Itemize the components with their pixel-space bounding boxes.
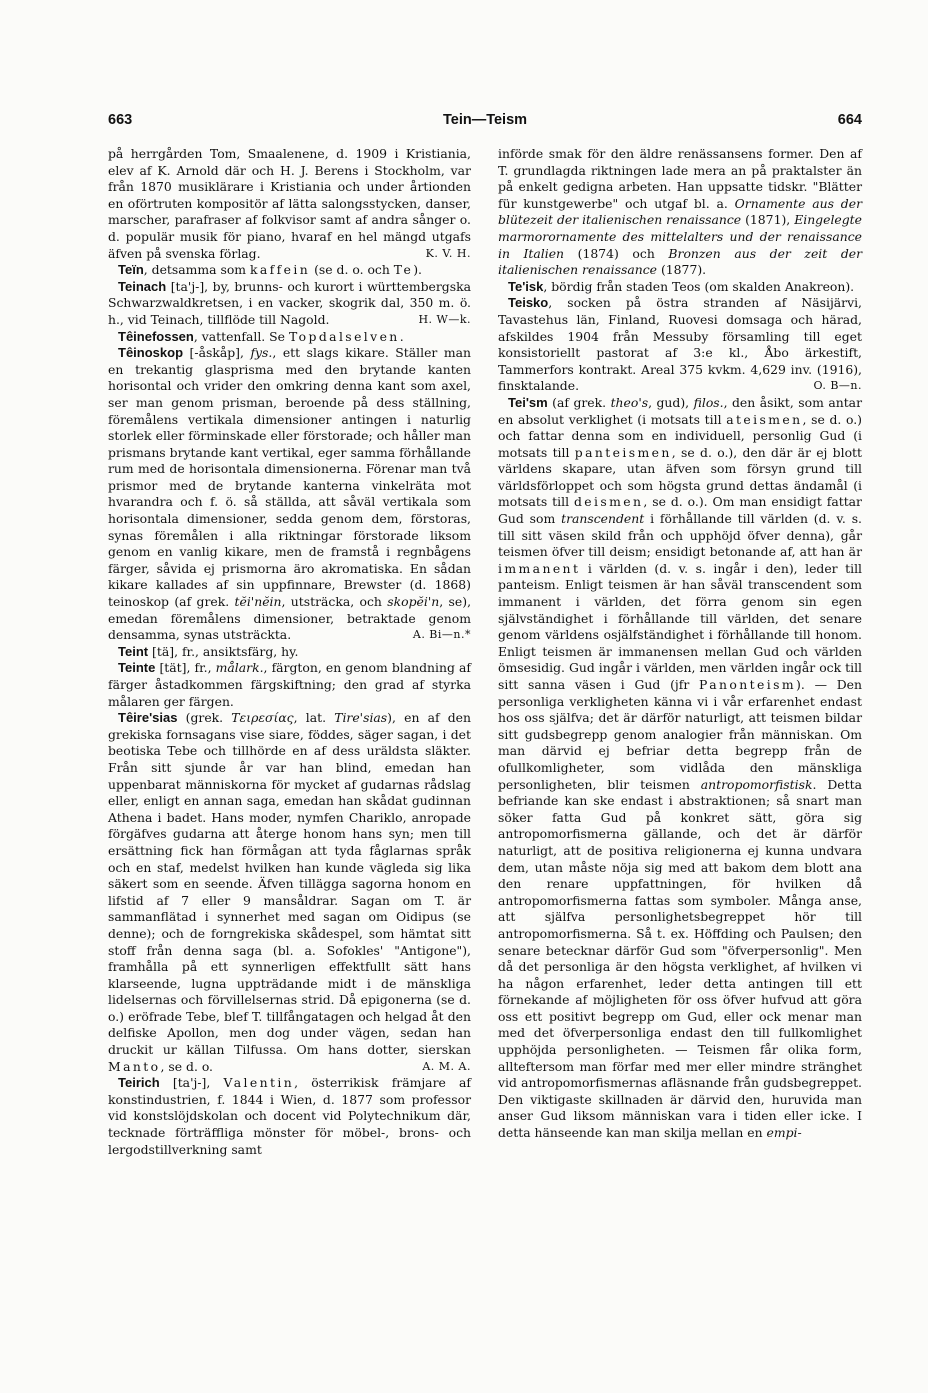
emphasis-term: immanent [498, 560, 581, 576]
entry-teinte [108, 660, 471, 710]
entry-text: , se), emedan föremålens dimensioner, betraktade genom densamma, synas utsträckta. [108, 594, 472, 643]
entry-text: , vattenfall. Se [193, 328, 289, 344]
subject-label: filos. [693, 394, 724, 410]
entry-text: ), en af den grekiska fornsagans vise siare, föddes, säger sagan, i det beotiska Tebe och tillhörde en af dess uräldsta släkter. Från sitt sjunde år var han blind, emedan han uppenbarat människorna för mycket af gudarnas rådslag eller, enligt en annan saga, emedan han skådat gudinnan Athena i badet. Hans moder, nymfen Chariklo, anropade förgäfves gudarna att återge honom hans syn; men till ersättning fick han förmågan att tyda fåglarnas språk och en staf, medelst hvilken han kunde vägleda sig lika säkert som en seende. Äfven tillägga sagorna honom en lifstid af 7 eller 9 mansåldrar. Sagan om T. är sammanflätad i synnerhet med sagan om Oidipus (se denne); och de forngrekiska skådespel, som hämtat sitt stoff från denna saga (bl. a. Sofokles' "Antigone"), framhålla på ett synnerligen effektfullt sätt hans klarseende, lugna uppträdande midt i de mänskliga lidelsernas och förvillelsernas strid. Då epigonerna (se d. o.) eröfrade Tebe, blef T. tillfångatagen och helgad åt den delfiske Apollon, men dog under vägen, sedan han druckit ur källan Tilfussa. Om hans dotter, sierskan [108, 710, 471, 1058]
entry-text: (1877). [657, 262, 707, 278]
entry-text: i världen (d. v. s. ingår i den), leder till panteism. Enligt teismen är han såväl transcendent som immanent i världen, det förra genom sin egen självständighet i förhållande till världen, det senare genom världens osjälfständighet i förhållande till honom. Enligt teismen är immanensen mellan Gud och världen ömsesidig. Gud ingår i världen, men världen ingår ock till sitt sanna väsen i Gud (jfr [498, 560, 862, 692]
entry-text: ). [413, 262, 422, 278]
page-number-right: 664 [837, 112, 862, 128]
entry-text: , detsamma som [143, 262, 250, 278]
emphasis-term: antropomorfistisk [700, 776, 813, 792]
work-title: Ornamente aus der blütezeit der italienischen renaissance [498, 195, 862, 228]
entry-teiresias [108, 710, 471, 1075]
entry-text: i förhållande till världen (d. v. s. till sitt väsen skild från och upphöjd öfver denna), går teismen öfver till deism; ensidigt betonande af, att han är [498, 511, 862, 560]
author-signature: O. B—n. [813, 379, 862, 393]
cross-reference: ateismen [726, 411, 803, 427]
entry-teirich-continued [498, 146, 862, 279]
entry-text: (1871), [741, 212, 795, 228]
entry-teinach [108, 279, 471, 329]
page-header [108, 112, 862, 132]
entry-text: , ett slags kikare. Ställer man en trekantig glasprisma med den brytande kanten horisontal och vrider den omkring denna kant som axel, ser man genom prisman, beroende på dess ställning, föremålens vertikala dimensioner antingen i naturlig storlek eller förminskade eller förstorade; och håller man prismans brytande kant vertikal, eger samma förhållande rum med de horisontala dimensionerna. Förenar man två prismor med de brytande kanterna vinkelräta mot hvarandra och f. ö. så ställda, att såväl vertikala som horisontala dimensioner, sedda genom dem, förstoras, synas föremålen i alla riktningar förstorade liksom genom en vanlig kikare, men de framstå i regnbågens färger, såvida ej prismorna äro akromatiska. En sådan kikare kallades af sin uppfinnare, Brewster (d. 1868) teinoskop (af grek. [108, 345, 471, 610]
cross-reference: deismen [573, 494, 644, 510]
headword: Teinach [118, 278, 167, 294]
entry-teirich [108, 1075, 471, 1158]
entry-text: (1874) och [564, 245, 669, 261]
entry-text: , färgton, en genom blandning af färger åstadkommen färgskiftning; den grad af styrka målaren ger färgen. [108, 660, 471, 709]
entry-text: införde smak för den äldre renässansens former. Den af T. grundlagda riktningen lade mera an på praktalster än på enkelt gedigna arbeten. Han uppsatte tidskr. "Blätter für kunstgewerbe" och utgaf bl. a. [498, 146, 862, 211]
greek-term: theo's [610, 394, 649, 410]
greek-term: tĕi'nĕin [234, 594, 282, 610]
left-column [108, 146, 471, 1158]
entry-teint [108, 644, 471, 661]
entry-text: , lat. [293, 710, 335, 726]
latin-term: Tire'sias [334, 710, 388, 726]
headword: Tei'sm [508, 394, 548, 410]
entry-text: , utsträcka, och [281, 594, 388, 610]
headword: Teint [118, 643, 149, 659]
entry-text: , gud), [648, 394, 694, 410]
subject-label: fys. [250, 345, 273, 361]
entry-text: (se d. o. och [310, 262, 394, 278]
entry-text: , österrikisk främjare af konstindustrien, f. 1844 i Wien, d. 1877 som professor vid konstslöjdskolan och docent vid Polytechnikum där, tecknade förträffliga mönster för möbel-, brons- och lergodstillverkning samt [108, 1075, 471, 1157]
entry-teisko [498, 295, 862, 395]
entry-teisk [498, 279, 862, 296]
entry-text: (af grek. [547, 394, 611, 410]
cross-reference: Panonteism [699, 677, 797, 692]
entry-text: . Detta befriande kan ske endast i abstraktionen; så snart man söker fatta Gud på konkret sätt, göra sig antropomorfismerna gällande, och det är därför naturligt, att de positiva religionerna ej kunna undvara dem, utan måste nöja sig med att bakom dem blott ana den renare uppfattningen, för hvilken då antropomorfismerna fattas som symboler. Många anse, att själfva personlighetsbegreppet hör till antropomorfismerna. Så t. ex. Höffding och Paulsen; den senare betecknar därför Gud som "öfverpersonlig". Men då det personliga är den högsta verklighet, af hvilken vi ha någon erfarenhet, leder detta antingen till ett förnekande af möjligheten för oss öfver hufvud att göra oss ett positivt begrepp om Gud, eller ock menar man med det öfverpersonliga endast den till fullkomlighet upphöjda personligheten. — Teismen får olika form, allteftersom man förfar med mer eller mindre stränghet vid antropomorfismernas afläsnande från gudsbegreppet. Den viktigaste skillnaden är därvid den, huruvida man anser Gud liksom människan vara i tiden eller icke. I detta hänseende kan man skilja mellan en [498, 776, 862, 1141]
cross-reference: Te [393, 262, 414, 278]
entry-text: på herrgården Tom, Smaalenene, d. 1909 i Kristiania, elev af K. Arnold där och H. J. Berens i Stockholm, var från 1870 musiklärare i Kristiania och under årtionden en oförtruten kompositör af lätta salongsstycken, danser, marscher, parafraser af folkvisor samt af andra sånger o. d. populär musik för piano, hvaraf en hel mängd utgafs äfven på svenska förlag. [108, 146, 471, 261]
headword: Te'isk [508, 278, 544, 294]
entry-text: [tä], fr., ansiktsfärg, hy. [148, 643, 299, 659]
entry-text: , se d. o. [160, 1058, 213, 1074]
subject-label: målark. [215, 660, 264, 676]
entry-tein-continued [108, 146, 471, 262]
entry-text: , se d. o.). Om man ensidigt fattar Gud som [498, 494, 862, 527]
headword: Têinoskop [118, 345, 184, 361]
entry-text: [tät], fr., [155, 660, 216, 676]
entry-text: ). — Den personliga verkligheten känna vi i vår erfarenhet endast hos oss själfva; det är därför naturligt, att teismen bildar sitt gudsbegrepp genom analogier från människan. Om man därvid ej befriar detta begrepp från de ofullkomligheter, som vidlåda den mänskliga personligheten, blir teismen [498, 677, 862, 792]
entry-text: [-åskåp], [183, 345, 251, 361]
cross-reference: Topdalselven [288, 328, 400, 344]
work-title: Bronzen aus der zeit der italienischen renaissance [498, 245, 863, 278]
entry-text: [ta'j-], [159, 1075, 224, 1091]
cross-reference: Manto [108, 1058, 161, 1074]
entry-text: , se d. o.), den där är ej blott världens skapare, utan äfven som försyn grund till världsförloppet och som högsta grund dettas ändamål (i motsats till [498, 444, 862, 510]
greek-term: Τειρεσίας [231, 710, 294, 726]
headword: Têinefossen [118, 328, 194, 344]
entry-teinoskop [108, 345, 471, 644]
work-title: Eingelegte marmorornamente des mittelalters und der renaissance in Italien [498, 212, 862, 261]
entry-text: . [399, 328, 404, 344]
author-signature: A. M. A. [422, 1059, 471, 1073]
headword: Teinte [118, 660, 156, 676]
running-title: Tein—Teism [442, 112, 528, 128]
page-number-left: 663 [108, 112, 133, 128]
entry-text: [ta'j-], by, brunns- och kurort i württembergska Schwarzwaldkretsen, i en vacker, skogrik dal, 350 m. ö. h., vid Teinach, tillflöde till Nagold. [108, 278, 471, 327]
entry-text: , se d. o.) och fattar denna som en individuell, personlig Gud (i motsats till [498, 411, 862, 460]
entry-teinefossen [108, 329, 471, 346]
right-column [498, 146, 862, 1142]
entry-teism [498, 395, 862, 1142]
author-signature: A. Bi—n.* [412, 628, 471, 642]
headword: Têire'sias [118, 710, 178, 726]
author-signature: H. W—k. [418, 312, 471, 326]
cross-reference: kaffein [249, 262, 311, 278]
emphasis-term: transcendent [561, 511, 645, 527]
person-name: Valentin [223, 1075, 295, 1091]
cross-reference: panteismen [574, 444, 672, 460]
headword: Teisko [508, 295, 549, 311]
entry-text: , socken på östra stranden af Näsijärvi, Tavastehus län, Finland, Ruovesi domsaga och härad, afskildes 1904 från Messuby församling till eget konsistoriellt pastorat af 3:e kl., Åbo ärkestift, Tammerfors kontrakt. Areal 375 kvkm. 4,629 inv. (1916), finsktalande. [498, 295, 862, 394]
emphasis-term: empi- [766, 1125, 802, 1141]
entry-text: (grek. [177, 710, 232, 726]
headword: Teirich [118, 1075, 160, 1091]
headword: Teïn [118, 262, 144, 278]
greek-term: skopĕi'n [387, 594, 440, 610]
entry-tein [108, 262, 471, 279]
entry-text: , bördig från staden Teos (om skalden Anakreon). [543, 278, 855, 294]
entry-text: , den åsikt, som antar en absolut verklighet (i motsats till [498, 394, 862, 427]
author-signature: K. V. H. [425, 246, 471, 260]
